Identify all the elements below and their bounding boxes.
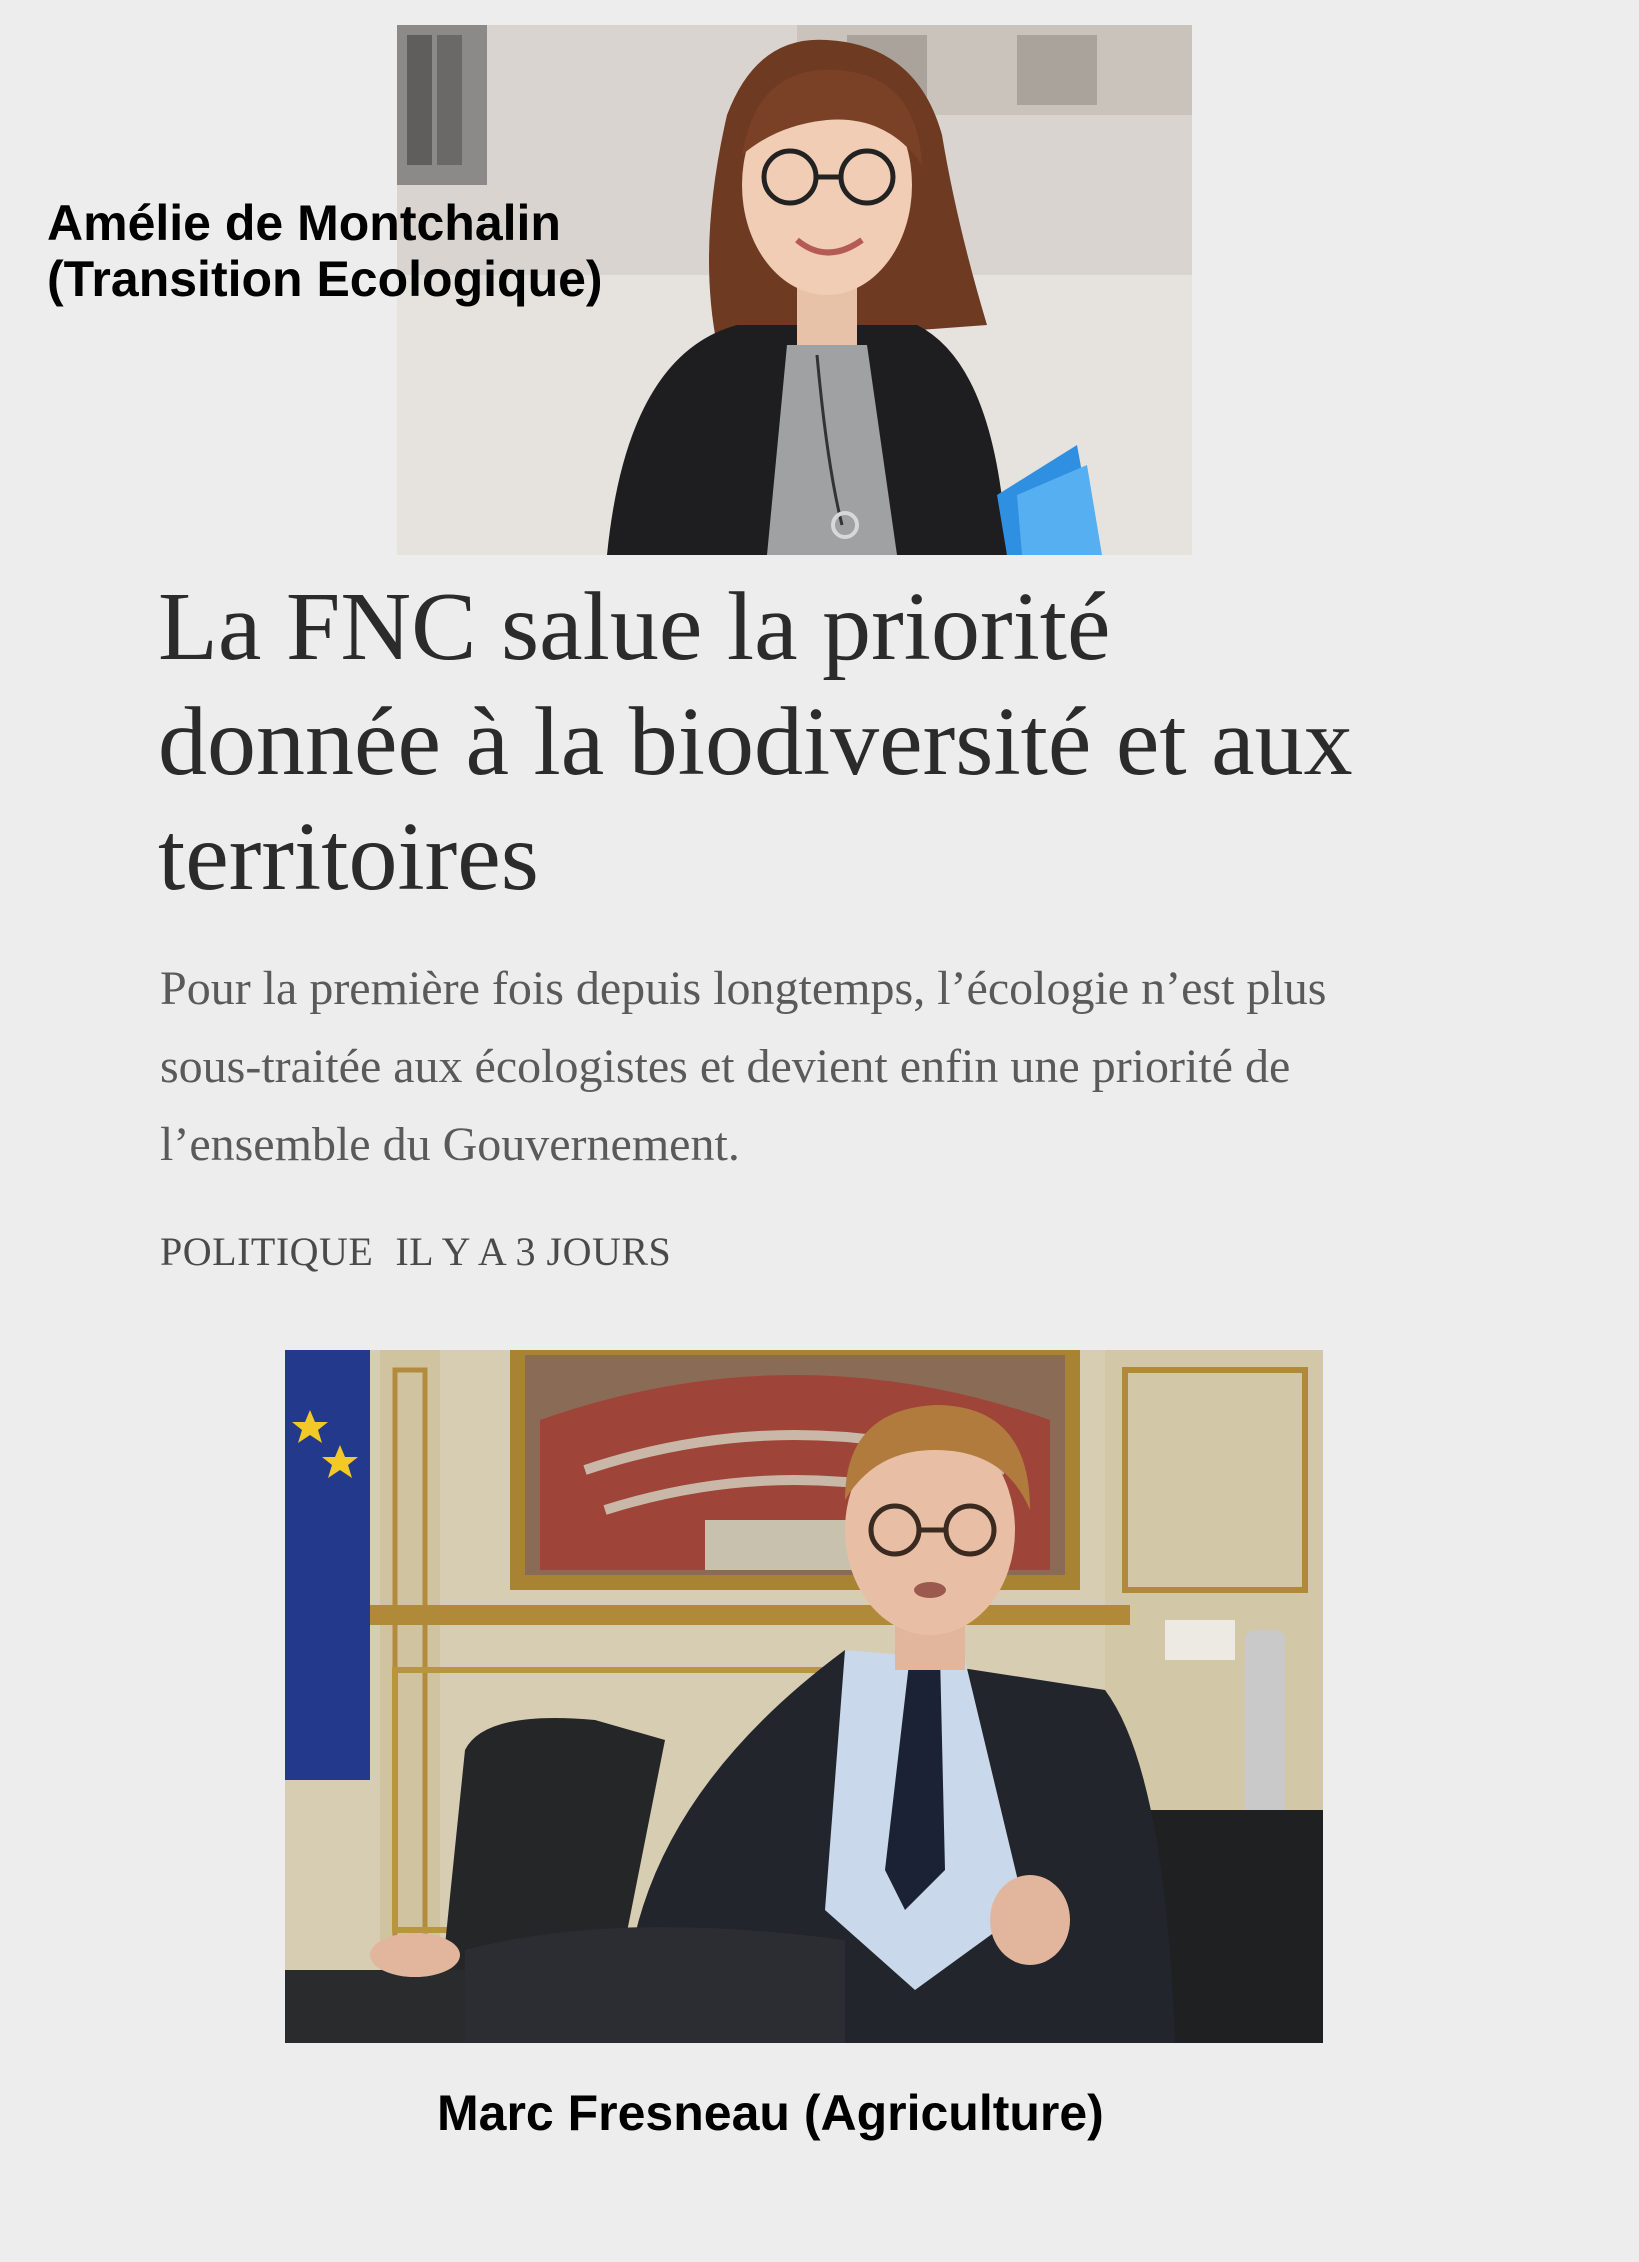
article-category: POLITIQUE [160,1229,374,1274]
article-headline: La FNC salue la priorité donnée à la biodiversité et aux territoires [158,573,1353,911]
article-meta [160,1224,693,1280]
article-time: IL Y A 3 JOURS [395,1229,672,1274]
article-lede: Pour la première fois depuis longtemps, l’écologie n’est plus sous-traitée aux écologistes et devient enfin une priorité de l’ensemble du Gouvernement. [160,962,1327,1171]
photo2-caption: Marc Fresneau (Agriculture) [437,2085,1104,2141]
photo1-caption: Amélie de Montchalin (Transition Ecologique) [47,195,603,307]
photo-marc-fresneau [285,1350,1323,2043]
